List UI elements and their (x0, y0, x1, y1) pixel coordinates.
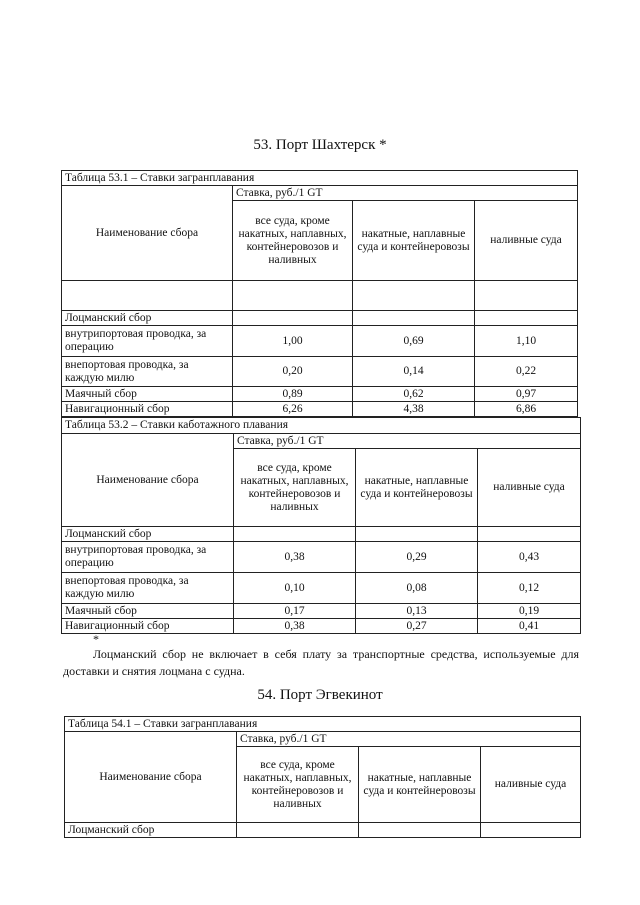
row-name: внутрипортовая проводка, за операцию (62, 542, 234, 573)
column-header-all-ships: все суда, кроме накатных, наплавных, контейнеровозов и наливных (234, 449, 356, 527)
row-name: Лоцманский сбор (65, 823, 237, 838)
row-value: 0,89 (233, 387, 353, 402)
row-value (234, 527, 356, 542)
column-header-tankers: наливные суда (478, 449, 581, 527)
row-value: 0,10 (234, 573, 356, 604)
row-value: 0,22 (475, 357, 578, 387)
row-value: 0,43 (478, 542, 581, 573)
table-caption: Таблица 53.2 – Ставки каботажного плавания (62, 418, 581, 434)
row-value: 0,62 (353, 387, 475, 402)
column-header-roro-ships: накатные, наплавные суда и контейнеровозы (356, 449, 478, 527)
row-value: 0,38 (234, 619, 356, 634)
row-value: 0,69 (353, 326, 475, 357)
row-value: 1,10 (475, 326, 578, 357)
table-53-1 (61, 170, 578, 417)
row-value: 6,26 (233, 402, 353, 417)
table-caption: Таблица 54.1 – Ставки загранплавания (65, 717, 581, 732)
row-value (233, 311, 353, 326)
row-value: 0,41 (478, 619, 581, 634)
table-cell (481, 823, 581, 838)
table-54-1 (64, 716, 581, 838)
row-name: внепортовая проводка, за каждую милю (62, 357, 233, 387)
row-name: внепортовая проводка, за каждую милю (62, 573, 234, 604)
footnote-text: Лоцманский сбор не включает в себя плату за транспортные средства, используемые для доставки и снятия лоцмана с судна. (63, 647, 579, 678)
footnote-mark: * (93, 632, 99, 646)
row-name: Маячный сбор (62, 604, 234, 619)
row-value: 0,27 (356, 619, 478, 634)
table-cell (353, 281, 475, 311)
row-value: 4,38 (353, 402, 475, 417)
rate-header: Ставка, руб./1 GT (237, 732, 581, 747)
column-header-all-ships: все суда, кроме накатных, наплавных, контейнеровозов и наливных (237, 747, 359, 823)
row-value: 0,29 (356, 542, 478, 573)
column-header-tankers: наливные суда (475, 201, 578, 281)
row-value: 0,08 (356, 573, 478, 604)
row-name: Лоцманский сбор (62, 311, 233, 326)
row-name: Навигационный сбор (62, 402, 233, 417)
rate-header: Ставка, руб./1 GT (234, 434, 581, 449)
column-header-name: Наименование сбора (62, 186, 233, 281)
row-name: Навигационный сбор (62, 619, 234, 634)
rate-header: Ставка, руб./1 GT (233, 186, 578, 201)
row-name: внутрипортовая проводка, за операцию (62, 326, 233, 357)
table-cell (359, 823, 481, 838)
row-value: 0,17 (234, 604, 356, 619)
row-name: Маячный сбор (62, 387, 233, 402)
row-value (353, 311, 475, 326)
table-caption: Таблица 53.1 – Ставки загранплавания (62, 171, 578, 186)
row-value: 0,12 (478, 573, 581, 604)
row-value: 0,20 (233, 357, 353, 387)
row-value: 0,19 (478, 604, 581, 619)
table-53-2 (61, 417, 581, 634)
row-value: 6,86 (475, 402, 578, 417)
row-name: Лоцманский сбор (62, 527, 234, 542)
row-value: 0,38 (234, 542, 356, 573)
table-cell (62, 281, 233, 311)
column-header-roro-ships: накатные, наплавные суда и контейнеровозы (353, 201, 475, 281)
row-value: 0,97 (475, 387, 578, 402)
column-header-name: Наименование сбора (65, 732, 237, 823)
row-value (478, 527, 581, 542)
column-header-tankers: наливные суда (481, 747, 581, 823)
column-header-name: Наименование сбора (62, 434, 234, 527)
table-cell (233, 281, 353, 311)
section-53-title: 53. Порт Шахтерск * (253, 137, 387, 153)
row-value (356, 527, 478, 542)
section-54-title: 54. Порт Эгвекинот (257, 687, 383, 703)
row-value: 1,00 (233, 326, 353, 357)
column-header-roro-ships: накатные, наплавные суда и контейнеровозы (359, 747, 481, 823)
row-value: 0,13 (356, 604, 478, 619)
row-value: 0,14 (353, 357, 475, 387)
column-header-all-ships: все суда, кроме накатных, наплавных, контейнеровозов и наливных (233, 201, 353, 281)
table-cell (237, 823, 359, 838)
row-value (475, 311, 578, 326)
table-cell (475, 281, 578, 311)
